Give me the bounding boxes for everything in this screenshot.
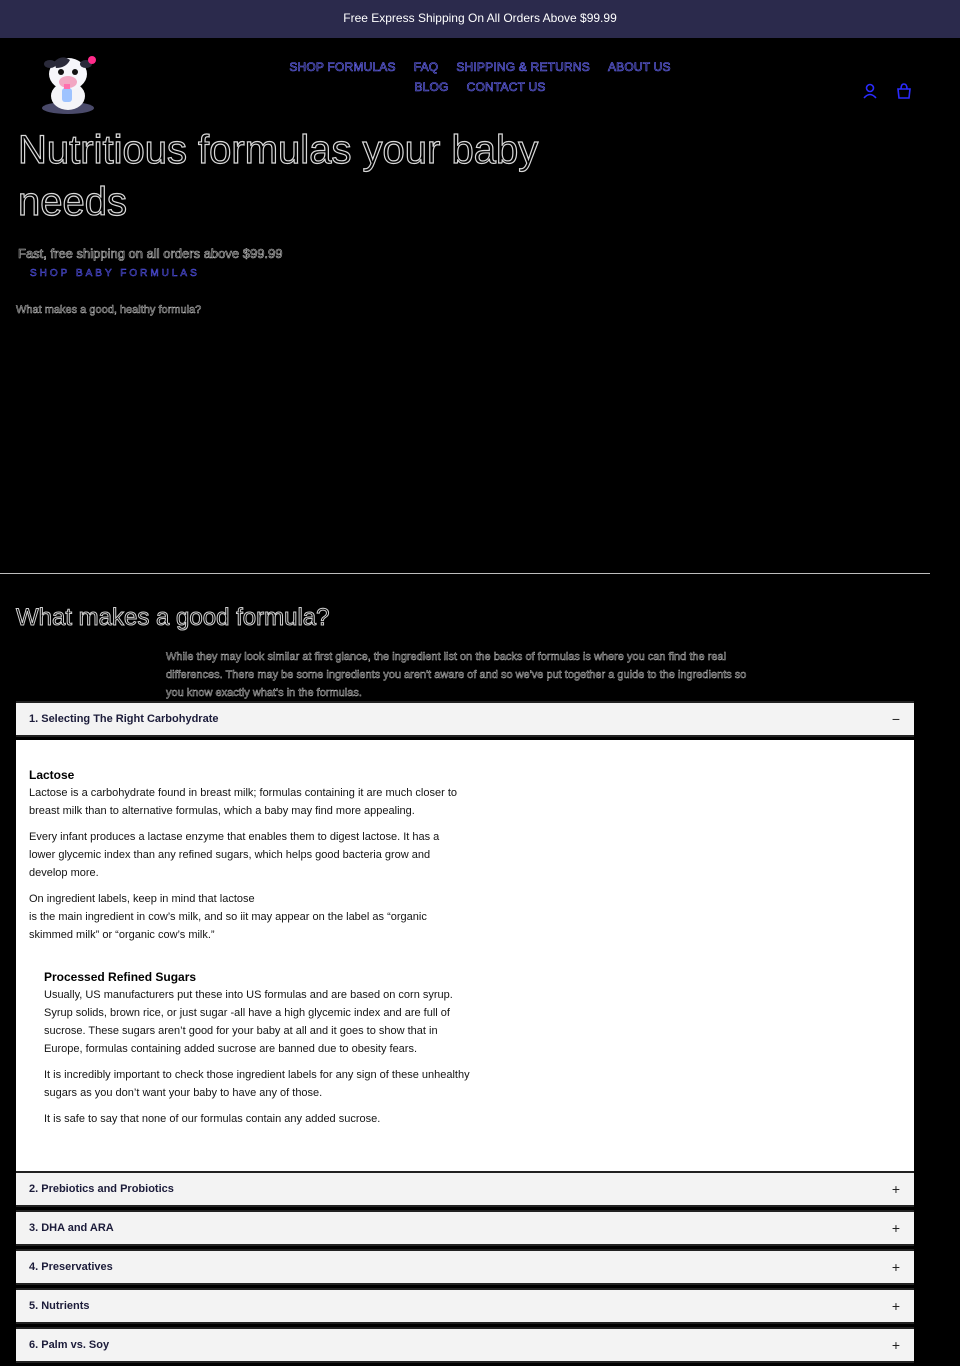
lactose-paragraph-3b: is the main ingredient in cow’s milk, and so iit may appear on the label as “organic skimmed milk” or “organic cow’s milk.” xyxy=(29,911,427,941)
announcement-bar xyxy=(0,0,960,38)
site-header xyxy=(0,38,960,130)
expand-icon[interactable]: + xyxy=(891,1337,900,1353)
accordion-item-palm-soy[interactable] xyxy=(16,1327,914,1363)
cart-icon[interactable] xyxy=(896,82,912,100)
lactose-paragraph-3a: On ingredient labels, keep in mind that lactose xyxy=(29,893,255,905)
refined-sugars-block xyxy=(44,968,474,1136)
accordion-title: 6. Palm vs. Soy xyxy=(29,1339,110,1351)
sugars-paragraph-3: It is safe to say that none of our formulas contain any added sucrose. xyxy=(44,1113,381,1125)
cow-mascot-logo[interactable] xyxy=(36,48,100,116)
lactose-paragraph-2: Every infant produces a lactase enzyme that enables them to digest lactose. It has a lower glycemic index than any refined sugars, which helps good bacteria grow and develop more. xyxy=(29,831,440,879)
account-icon[interactable] xyxy=(862,82,878,100)
accordion-title: 1. Selecting The Right Carbohydrate xyxy=(29,713,219,725)
main-navigation xyxy=(280,60,680,100)
expand-icon[interactable]: + xyxy=(891,1181,900,1197)
accordion-item-preservatives[interactable] xyxy=(16,1249,914,1285)
accordion-item-carbohydrate[interactable] xyxy=(16,701,914,737)
lactose-paragraph-1: Lactose is a carbohydrate found in breast milk; formulas containing it are much closer to breast milk than to alternative formulas, which a baby may find more appealing. xyxy=(29,787,457,817)
nav-blog[interactable]: BLOG xyxy=(414,80,449,94)
section-description: While they may look similar at first glance, the ingredient list on the backs of formulas is where you can find the real differences. There may be some ingredients you aren't aware of and so we've put together a guide to the ingredients so you know exactly what's in the formulas. xyxy=(166,651,747,699)
accordion-item-dha-ara[interactable] xyxy=(16,1210,914,1246)
hero-question: What makes a good, healthy formula? xyxy=(16,304,202,316)
nav-about-us[interactable]: ABOUT US xyxy=(607,60,671,74)
sugars-paragraph-1: Usually, US manufacturers put these into US formulas and are based on corn syrup. Syrup solids, brown rice, or just sugar -all have a high glycemic index and are full of sucrose. These sugars aren’t good for your baby at all and it goes to show that in Europe, formulas containing added sucrose are banned due to obesity fears. xyxy=(44,989,453,1055)
accordion-item-nutrients[interactable] xyxy=(16,1288,914,1324)
accordion-content-carbohydrate xyxy=(16,740,914,1171)
lactose-paragraph-3 xyxy=(29,890,459,944)
accordion-title: 3. DHA and ARA xyxy=(29,1222,114,1234)
nav-shop-formulas[interactable]: SHOP FORMULAS xyxy=(289,60,396,74)
lactose-block xyxy=(29,766,459,952)
nav-row-2 xyxy=(280,80,680,94)
expand-icon[interactable]: + xyxy=(891,1298,900,1314)
announcement-text: Free Express Shipping On All Orders Above $99.99 xyxy=(343,11,617,25)
nav-shipping-returns[interactable]: SHIPPING & RETURNS xyxy=(456,60,590,74)
collapse-icon[interactable]: − xyxy=(891,711,900,727)
sugars-paragraph-2: It is incredibly important to check those ingredient labels for any sign of these unhealthy sugars as you don’t want your baby to have any of those. xyxy=(44,1069,470,1099)
hero-title: Nutritious formulas your baby needs xyxy=(18,128,539,224)
nav-faq[interactable]: FAQ xyxy=(413,60,439,74)
expand-icon[interactable]: + xyxy=(891,1259,900,1275)
accordion-title: 2. Prebiotics and Probiotics xyxy=(29,1183,174,1195)
section-title: What makes a good formula? xyxy=(16,604,330,631)
shop-baby-formulas-button[interactable]: SHOP BABY FORMULAS xyxy=(30,268,200,279)
lactose-heading: Lactose xyxy=(29,768,75,782)
header-icons xyxy=(862,82,912,100)
nav-contact-us[interactable]: CONTACT US xyxy=(466,80,546,94)
section-divider xyxy=(0,573,930,574)
accordion-title: 5. Nutrients xyxy=(29,1300,90,1312)
hero-subtitle: Fast, free shipping on all orders above $99.99 xyxy=(18,246,283,261)
sugars-heading: Processed Refined Sugars xyxy=(44,970,197,984)
accordion-title: 4. Preservatives xyxy=(29,1261,113,1273)
nav-row-1 xyxy=(280,60,680,74)
accordion-item-prebiotics[interactable] xyxy=(16,1171,914,1207)
expand-icon[interactable]: + xyxy=(891,1220,900,1236)
